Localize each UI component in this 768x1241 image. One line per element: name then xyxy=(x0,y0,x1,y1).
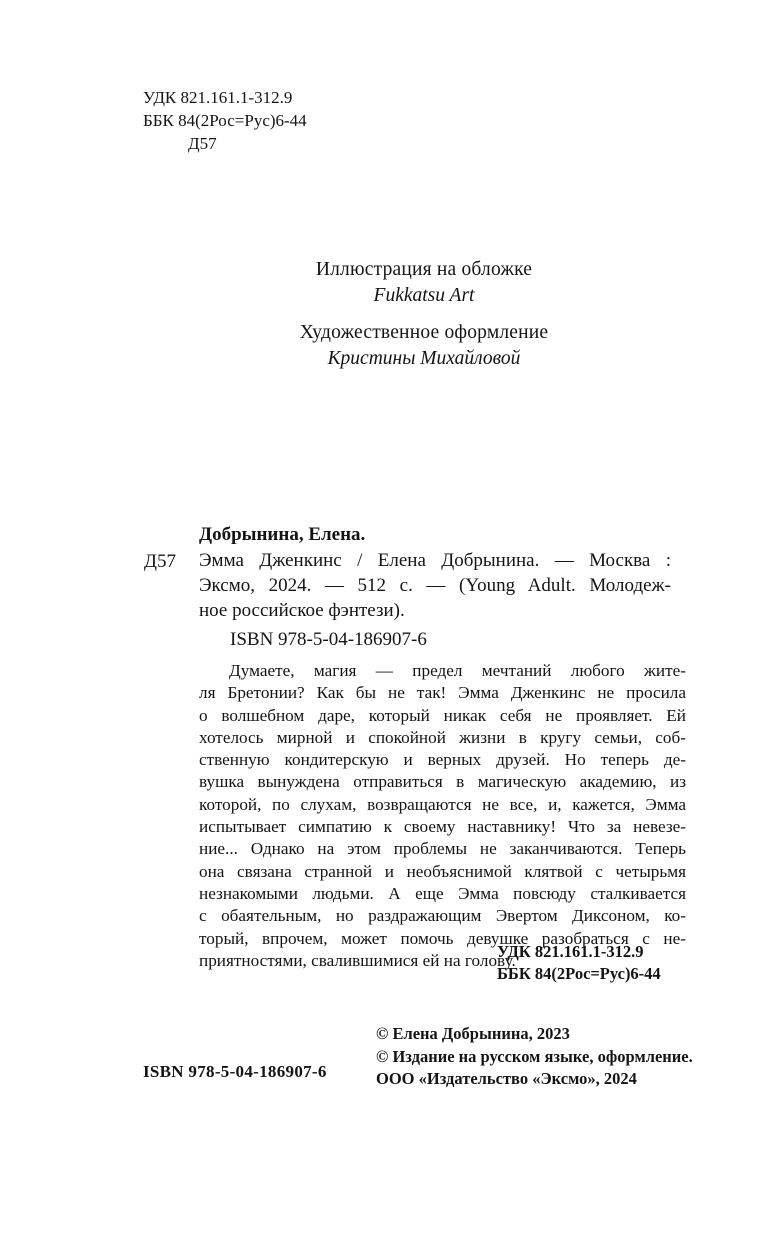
annotation-line: Думаете, магия — предел мечтаний любого жите- xyxy=(229,661,686,680)
annotation-line: которой, по слухам, возвращаются не все, и, кажется, Эмма xyxy=(199,794,686,814)
copyright-author: © Елена Добрынина, 2023 xyxy=(376,1024,570,1043)
annotation-line: незнакомыми людьми. А еще Эмма повсюду сталкивается xyxy=(199,883,686,903)
credit-name: Fukkatsu Art xyxy=(373,285,475,306)
top-classification-codes xyxy=(143,86,307,155)
annotation-line: хотелось мирной и спокойной жизни в кругу семьи, соб- xyxy=(199,727,686,747)
record-author-mark: Д57 xyxy=(144,551,176,572)
annotation-line: ственную кондитерскую и верных друзей. Но теперь де- xyxy=(199,750,686,770)
bbk-code: ББК 84(2Рос=Рус)6-44 xyxy=(497,964,661,983)
record-description xyxy=(199,548,671,623)
author-mark: Д57 xyxy=(188,134,217,153)
annotation-line: ля Бретонии? Как бы не так! Эмма Дженкинс не просила xyxy=(199,683,686,703)
credit-role: Иллюстрация на обложке xyxy=(315,259,533,280)
annotation xyxy=(199,660,686,972)
art-design-credit xyxy=(0,320,768,372)
annotation-line: вушка вынуждена отправиться в магическую академию, из xyxy=(199,772,686,792)
bbk-code: ББК 84(2Рос=Рус)6-44 xyxy=(143,111,307,130)
annotation-line: испытывает симпатию к своему наставнику! Что за невезе- xyxy=(199,817,686,837)
annotation-line: она связана странной и необъяснимой клятвой с четырьмя xyxy=(199,861,686,881)
description-line: Эмма Дженкинс / Елена Добрынина. — Москва : xyxy=(199,550,671,571)
record-author: Добрынина, Елена. xyxy=(199,524,366,545)
udk-code: УДК 821.161.1-312.9 xyxy=(497,942,644,961)
copyright-publisher: ООО «Издательство «Эксмо», 2024 xyxy=(376,1069,637,1088)
copyright-edition: © Издание на русском языке, оформление. xyxy=(376,1046,693,1066)
isbn-bottom: ISBN 978-5-04-186907-6 xyxy=(143,1062,327,1081)
record-isbn: ISBN 978-5-04-186907-6 xyxy=(230,629,427,650)
annotation-line: торый, впрочем, может помочь девушке разобраться с не- xyxy=(199,928,686,948)
udk-code: УДК 821.161.1-312.9 xyxy=(143,88,293,107)
bottom-classification-codes xyxy=(497,941,661,985)
annotation-line: с обаятельным, но раздражающим Эвертом Диксоном, ко- xyxy=(199,906,686,926)
annotation-line: приятностями, свалившимися ей на голову. xyxy=(199,950,516,970)
credit-role: Художественное оформление xyxy=(299,322,549,343)
copyright-block xyxy=(376,1023,693,1091)
description-line: Эксмо, 2024. — 512 с. — (Young Adult. Молодеж- xyxy=(199,575,671,596)
cover-illustration-credit xyxy=(0,257,768,309)
annotation-line: о волшебном даре, который никак себя не проявляет. Ей xyxy=(199,705,686,725)
description-line: ное российское фэнтези). xyxy=(199,600,405,621)
credit-name: Кристины Михайловой xyxy=(327,348,521,369)
annotation-line: ние... Однако на этом проблемы не заканчиваются. Теперь xyxy=(199,839,686,859)
